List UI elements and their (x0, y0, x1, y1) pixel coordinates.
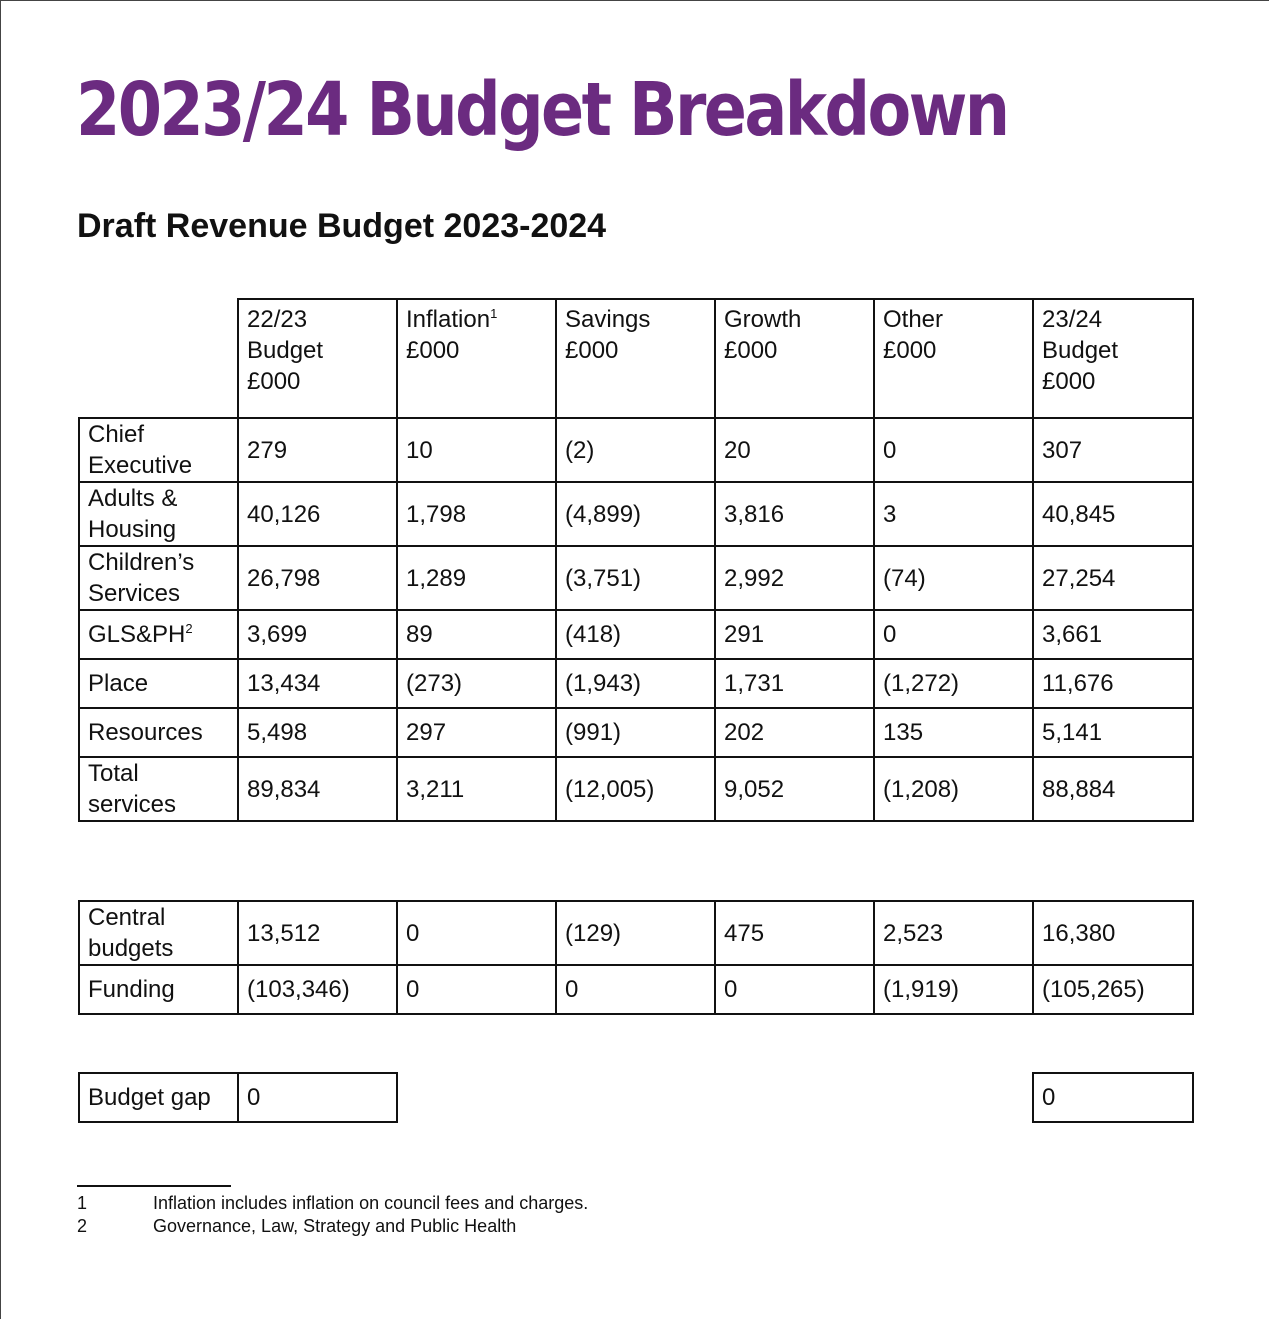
table-cell: 3,211 (397, 757, 556, 821)
table-cell: 89,834 (238, 757, 397, 821)
table-cell: 11,676 (1033, 659, 1193, 708)
table-cell: 9,052 (715, 757, 874, 821)
row-label: Central budgets (79, 901, 238, 965)
table-row (79, 610, 1193, 659)
footnote-text: Inflation includes inflation on council fees and charges. (153, 1193, 589, 1213)
table-cell: 0 (715, 965, 874, 1014)
row-label: Children’s Services (79, 546, 238, 610)
table-cell: 3,816 (715, 482, 874, 546)
row-label: Total services (79, 757, 238, 821)
table-cell: 3 (874, 482, 1033, 546)
row-label: Adults & Housing (79, 482, 238, 546)
table-cell: 1,289 (397, 546, 556, 610)
row-label: $GLS\&PH^2$ (79, 610, 238, 659)
table-cell: (273) (397, 659, 556, 708)
table-cell: 16,380 (1033, 901, 1193, 965)
table-cell: 2,523 (874, 901, 1033, 965)
footnote (77, 1192, 588, 1215)
table-cell: 0 (397, 965, 556, 1014)
table-row (79, 546, 1193, 610)
table-cell: 202 (715, 708, 874, 757)
table-cell: 0 (556, 965, 715, 1014)
header-corner (79, 299, 238, 418)
table-cell: 2,992 (715, 546, 874, 610)
footnote (77, 1215, 588, 1238)
table-cell: (129) (556, 901, 715, 965)
footnote-number: 2 (77, 1216, 88, 1236)
table-cell: 27,254 (1033, 546, 1193, 610)
table-cell: 3,699 (238, 610, 397, 659)
table-header-row (79, 299, 1193, 418)
footnote-ref-1: 1 (490, 306, 498, 321)
table-cell: (4,899) (556, 482, 715, 546)
table-cell: (74) (874, 546, 1033, 610)
table-cell: (1,208) (874, 757, 1033, 821)
table-row (79, 482, 1193, 546)
table-cell: (418) (556, 610, 715, 659)
central-funding-table (78, 900, 1194, 1015)
table-cell: 0 (1033, 1073, 1193, 1122)
table-cell: 3,661 (1033, 610, 1193, 659)
table-cell: 40,845 (1033, 482, 1193, 546)
table-subtitle: Draft Revenue Budget 2023-2024 (77, 207, 607, 245)
table-cell: (1,919) (874, 965, 1033, 1014)
table-cell: 1,798 (397, 482, 556, 546)
table-cell: (1,943) (556, 659, 715, 708)
table-cell: 13,512 (238, 901, 397, 965)
footnotes (77, 1192, 588, 1238)
table-cell: 279 (238, 418, 397, 482)
table-cell: 307 (1033, 418, 1193, 482)
table-cell: (105,265) (1033, 965, 1193, 1014)
table-cell: 135 (874, 708, 1033, 757)
table-cell: 20 (715, 418, 874, 482)
table-cell: 13,434 (238, 659, 397, 708)
table-cell: 475 (715, 901, 874, 965)
table-row (79, 418, 1193, 482)
table-cell: 0 (238, 1073, 397, 1122)
page-title: 2023/24 Budget Breakdown (76, 67, 1008, 153)
table-cell: (2) (556, 418, 715, 482)
table-cell: 0 (397, 901, 556, 965)
table-cell: 0 (874, 418, 1033, 482)
row-label: Place (79, 659, 238, 708)
table-cell: 291 (715, 610, 874, 659)
table-cell: 89 (397, 610, 556, 659)
footnote-text: Governance, Law, Strategy and Public Health (153, 1216, 517, 1236)
column-header-2324-budget: 23/24 Budget £000 (1033, 299, 1193, 418)
table-cell: 1,731 (715, 659, 874, 708)
table-cell: 88,884 (1033, 757, 1193, 821)
column-header-savings: Savings £000 (556, 299, 715, 418)
table-row (79, 1073, 1193, 1122)
footnote-number: 1 (77, 1193, 88, 1213)
table-cell: 0 (874, 610, 1033, 659)
table-cell: 26,798 (238, 546, 397, 610)
table-cell: (12,005) (556, 757, 715, 821)
column-header-growth: Growth £000 (715, 299, 874, 418)
table-cell: 5,498 (238, 708, 397, 757)
table-cell: 40,126 (238, 482, 397, 546)
row-label: Resources (79, 708, 238, 757)
row-label: Chief Executive (79, 418, 238, 482)
table-row (79, 901, 1193, 965)
table-cell: (3,751) (556, 546, 715, 610)
footnote-divider (77, 1185, 231, 1187)
footnote-ref-2: 2 (185, 621, 193, 636)
table-row-total (79, 757, 1193, 821)
budget-table (78, 298, 1194, 822)
table-row (79, 965, 1193, 1014)
table-cell: 297 (397, 708, 556, 757)
column-header-2223-budget: 22/23 Budget £000 (238, 299, 397, 418)
table-cell: (103,346) (238, 965, 397, 1014)
budget-gap-table (78, 1072, 1194, 1123)
table-cell: 10 (397, 418, 556, 482)
row-label: Budget gap (79, 1073, 238, 1122)
table-cell: 5,141 (1033, 708, 1193, 757)
row-label: Funding (79, 965, 238, 1014)
table-row (79, 659, 1193, 708)
table-cell: (991) (556, 708, 715, 757)
column-header-inflation: Inflation$^1$ £000 (397, 299, 556, 418)
table-cell: (1,272) (874, 659, 1033, 708)
column-header-other: Other £000 (874, 299, 1033, 418)
table-row (79, 708, 1193, 757)
